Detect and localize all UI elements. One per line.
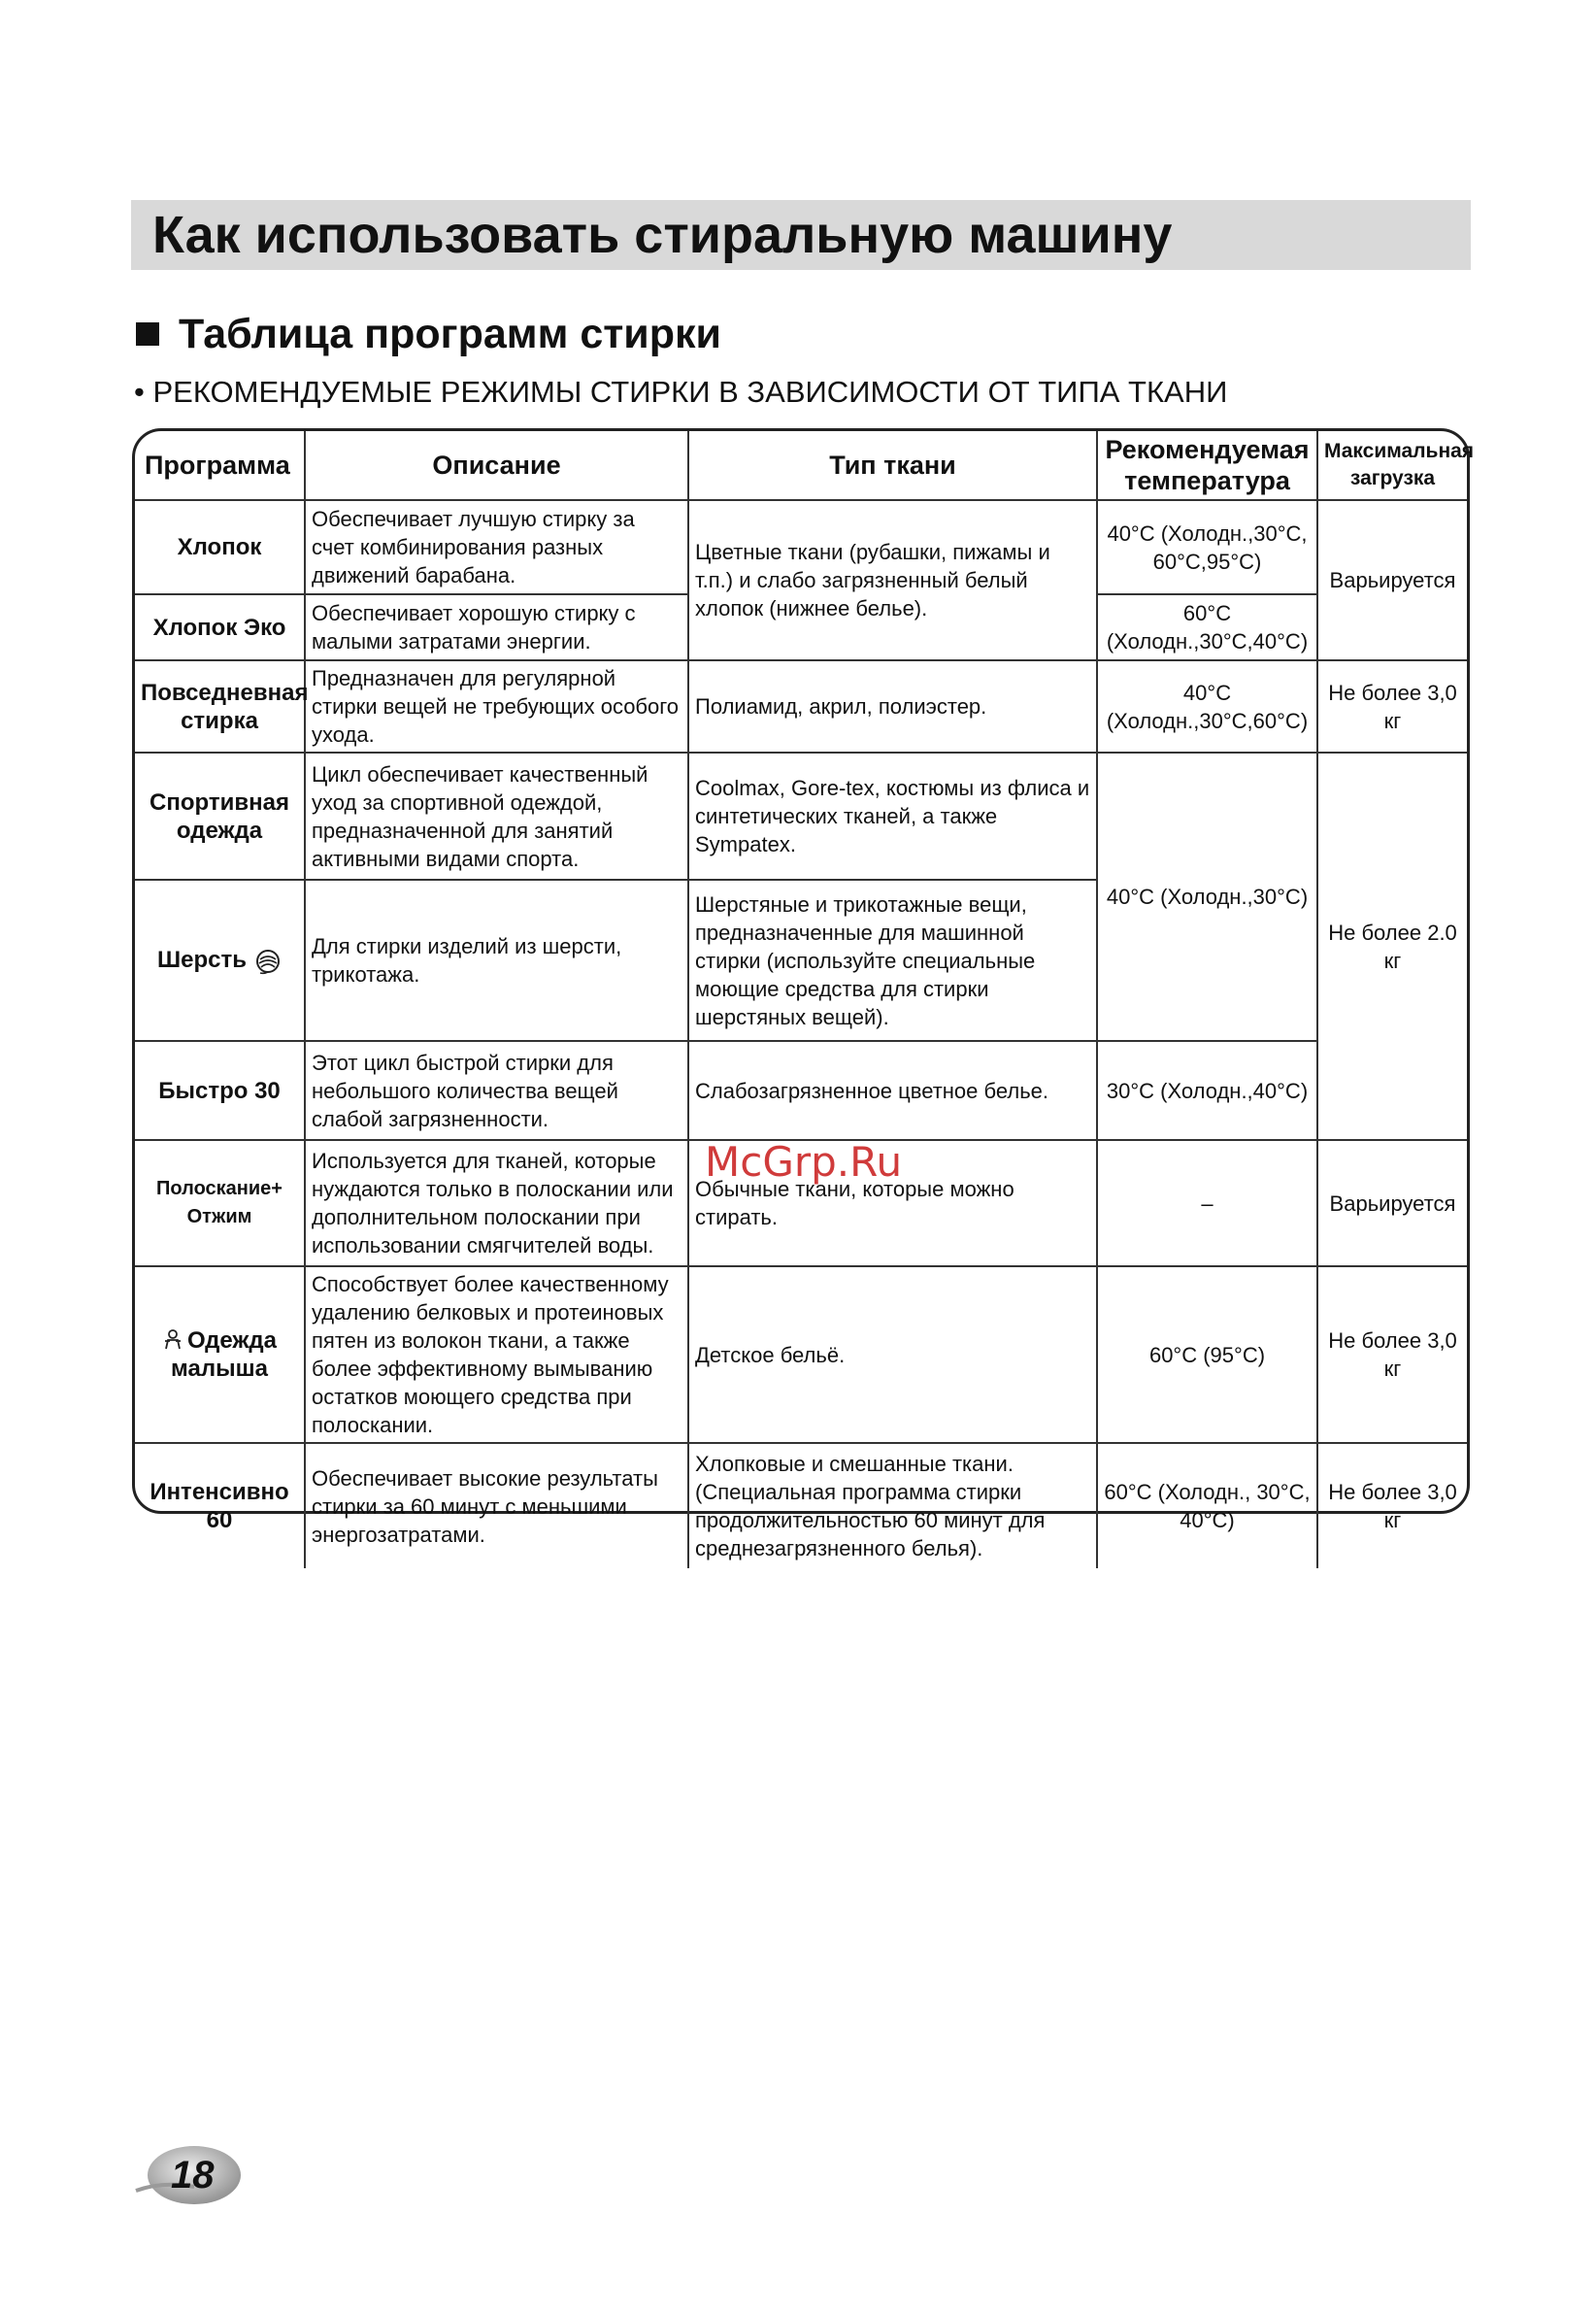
watermark: McGrp.Ru	[705, 1138, 903, 1186]
header-program: Программа	[135, 431, 305, 500]
header-fabric: Тип ткани	[688, 431, 1097, 500]
program-description: Обеспечивает лучшую стирку за счет комбинирования разных движений барабана.	[305, 500, 688, 594]
program-description: Этот цикл быстрой стирки для небольшого количества вещей слабой загрязненности.	[305, 1041, 688, 1140]
program-temperature: 40°C (Холодн.,30°C,60°C)	[1097, 660, 1317, 753]
program-description: Способствует более качественному удалению белковых и протеиновых пятен из волокон ткани, а также более эффективному вымыванию остатков моющего средства при полоскании.	[305, 1266, 688, 1443]
program-fabric: Хлопковые и смешанные ткани. (Специальная программа стирки продолжительностью 60 минут для среднезагрязненного белья).	[688, 1443, 1097, 1568]
program-name: Интенсивно 60	[135, 1443, 305, 1568]
header-load: Максимальная загрузка	[1317, 431, 1467, 500]
program-name: Хлопок Эко	[135, 594, 305, 660]
program-temperature: 60°C (95°C)	[1097, 1266, 1317, 1443]
program-temperature: 60°C (Холодн.,30°C,40°C)	[1097, 594, 1317, 660]
table-row	[135, 500, 1467, 594]
title-bar	[131, 200, 1471, 270]
header-description: Описание	[305, 431, 688, 500]
program-name: Повседневная стирка	[135, 660, 305, 753]
programs-table	[135, 431, 1475, 1568]
program-description: Используется для тканей, которые нуждаются только в полоскании или дополнительном полоскании при использовании смягчителей воды.	[305, 1140, 688, 1266]
program-description: Предназначен для регулярной стирки вещей не требующих особого ухода.	[305, 660, 688, 753]
program-name-cell	[135, 1266, 305, 1443]
program-description: Для стирки изделий из шерсти, трикотажа.	[305, 880, 688, 1041]
program-fabric: Полиамид, акрил, полиэстер.	[688, 660, 1097, 753]
table-row	[135, 1266, 1467, 1443]
program-temperature: –	[1097, 1140, 1317, 1266]
header-temperature: Рекомендуемая температура	[1097, 431, 1317, 500]
page-number-badge	[134, 2142, 243, 2208]
program-load: Не более 3,0 кг	[1317, 1266, 1467, 1443]
program-description: Обеспечивает хорошую стирку с малыми затратами энергии.	[305, 594, 688, 660]
program-fabric: Слабозагрязненное цветное белье.	[688, 1041, 1097, 1140]
program-description: Обеспечивает высокие результаты стирки за 60 минут с меньшими энергозатратами.	[305, 1443, 688, 1568]
program-fabric: Шерстяные и трикотажные вещи, предназначенные для машинной стирки (используйте специальные моющие средства для стирки шерстяных вещей).	[688, 880, 1097, 1041]
program-load: Не более 3,0 кг	[1317, 660, 1467, 753]
program-temperature: 40°C (Холодн.,30°C, 60°C,95°C)	[1097, 500, 1317, 594]
table-row	[135, 660, 1467, 753]
program-temperature: 30°C (Холодн.,40°C)	[1097, 1041, 1317, 1140]
program-temperature: 40°C (Холодн.,30°C)	[1097, 753, 1317, 1041]
baby-icon	[162, 1328, 183, 1350]
wool-icon	[254, 948, 282, 975]
program-fabric: Цветные ткани (рубашки, пижамы и т.п.) и слабо загрязненный белый хлопок (нижнее белье).	[688, 500, 1097, 660]
program-name: Хлопок	[135, 500, 305, 594]
program-name-cell	[135, 880, 305, 1041]
program-temperature: 60°C (Холодн., 30°C, 40°C)	[1097, 1443, 1317, 1568]
program-name: Одежда малыша	[171, 1327, 277, 1382]
program-name: Шерсть	[157, 947, 247, 974]
program-fabric: Обычные ткани, которые можно стирать.	[688, 1140, 1097, 1266]
section-title: Таблица программ стирки	[179, 311, 721, 357]
program-load: Не более 2.0 кг	[1317, 753, 1467, 1140]
program-name: Полоскание+ Отжим	[135, 1140, 305, 1266]
table-row	[135, 753, 1467, 880]
table-row	[135, 1140, 1467, 1266]
program-load: Не более 3,0 кг	[1317, 1443, 1467, 1568]
section-heading	[136, 307, 721, 361]
program-name: Быстро 30	[135, 1041, 305, 1140]
table-row	[135, 1041, 1467, 1140]
program-fabric: Coolmax, Gore-tex, костюмы из флиса и синтетических тканей, а также Sympatex.	[688, 753, 1097, 880]
page-number: 18	[171, 2154, 215, 2197]
programs-table-frame	[132, 428, 1475, 1560]
program-load: Варьируется	[1317, 1140, 1467, 1266]
table-header-row	[135, 431, 1467, 500]
program-name: Спортивная одежда	[135, 753, 305, 880]
program-load: Варьируется	[1317, 500, 1467, 660]
table-row	[135, 1443, 1467, 1568]
page-title: Как использовать стиральную машину	[152, 206, 1173, 264]
square-bullet-icon	[136, 322, 159, 346]
program-description: Цикл обеспечивает качественный уход за спортивной одеждой, предназначенной для занятий активными видами спорта.	[305, 753, 688, 880]
subheading: • РЕКОМЕНДУЕМЫЕ РЕЖИМЫ СТИРКИ В ЗАВИСИМОСТИ ОТ ТИПА ТКАНИ	[134, 375, 1228, 409]
program-fabric: Детское бельё.	[688, 1266, 1097, 1443]
